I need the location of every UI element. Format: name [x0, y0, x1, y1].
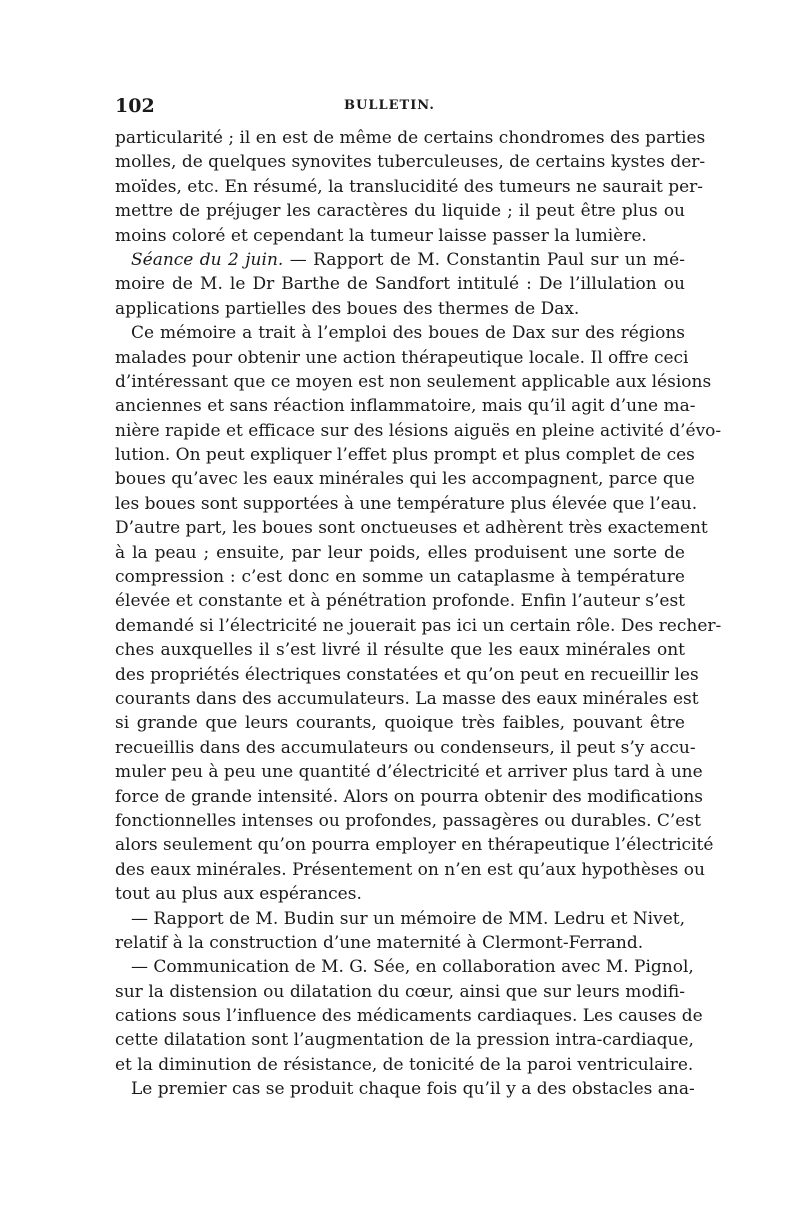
page-number: 102 — [115, 95, 155, 117]
text-line: nière rapide et efficace sur des lésions aiguës en pleine activité d’évo- — [115, 420, 722, 441]
text-line: cette dilatation sont l’augmentation de la pression intra-cardiaque, — [115, 1030, 694, 1051]
text-line: anciennes et sans réaction inflammatoire, mais qu’il agit d’une ma- — [115, 396, 696, 417]
text-line: alors seulement qu’on pourra employer en thérapeutique l’électricité — [115, 835, 714, 856]
running-head: BULLETIN. — [344, 98, 435, 113]
text-line: tout au plus aux espérances. — [115, 884, 362, 905]
text-line: si grande que leurs courants, quoique très faibles, pouvant être — [115, 713, 685, 734]
text-line: d’intéressant que ce moyen est non seulement applicable aux lésions — [115, 371, 712, 392]
seance-line: Séance du 2 juin. — Rapport de M. Constantin Paul sur un mé- — [131, 249, 685, 270]
text-line: force de grande intensité. Alors on pourra obtenir des modifications — [115, 786, 704, 807]
text-line: moire de M. le Dr Barthe de Sandfort intitulé : De l’illulation ou — [115, 274, 685, 295]
text-line: Le premier cas se produit chaque fois qu’il y a des obstacles ana- — [131, 1079, 695, 1100]
text-line: mettre de préjuger les caractères du liquide ; il peut être plus ou — [115, 201, 685, 222]
seance-date-label: Séance du 2 juin. — [131, 249, 284, 270]
text-line: des propriétés électriques constatées et qu’on peut en recueillir les — [115, 664, 699, 685]
text-line: ches auxquelles il s’est livré il résulte que les eaux minérales ont — [115, 640, 685, 661]
text-line: moins coloré et cependant la tumeur laisse passer la lumière. — [115, 225, 647, 246]
text-line: à la peau ; ensuite, par leur poids, elles produisent une sorte de — [115, 542, 685, 563]
text-line: lution. On peut expliquer l’effet plus prompt et plus complet de ces — [115, 445, 695, 466]
text-line: courants dans des accumulateurs. La masse des eaux minérales est — [115, 688, 699, 709]
text-line: boues qu’avec les eaux minérales qui les accompagnent, parce que — [115, 469, 695, 490]
text-line: relatif à la construction d’une maternité à Clermont-Ferrand. — [115, 932, 644, 953]
text-line: les boues sont supportées à une température plus élevée que l’eau. — [115, 493, 698, 514]
text-line: fonctionnelles intenses ou profondes, passagères ou durables. C’est — [115, 810, 701, 831]
text-line: cations sous l’influence des médicaments cardiaques. Les causes de — [115, 1006, 703, 1027]
text-line: recueillis dans des accumulateurs ou condenseurs, il peut s’y accu- — [115, 737, 696, 758]
body-text — [115, 126, 722, 1102]
text-line: malades pour obtenir une action thérapeutique locale. Il offre ceci — [115, 347, 689, 368]
text-line: et la diminution de résistance, de tonicité de la paroi ventriculaire. — [115, 1054, 694, 1075]
text-line: demandé si l’électricité ne jouerait pas ici un certain rôle. Des recher- — [115, 615, 722, 636]
text-line: moïdes, etc. En résumé, la translucidité des tumeurs ne saurait per- — [115, 176, 704, 197]
text-line: muler peu à peu une quantité d’électricité et arriver plus tard à une — [115, 762, 703, 783]
text-line: sur la distension ou dilatation du cœur, ainsi que sur leurs modifi- — [115, 981, 685, 1002]
text-line: élevée et constante et à pénétration profonde. Enfin l’auteur s’est — [115, 591, 685, 612]
text-line: particularité ; il en est de même de certains chondromes des parties — [115, 128, 706, 148]
text-line: molles, de quelques synovites tuberculeuses, de certains kystes der- — [115, 152, 706, 173]
text-line: applications partielles des boues des thermes de Dax. — [115, 298, 580, 319]
text-line: des eaux minérales. Présentement on n’en est qu’aux hypothèses ou — [115, 859, 705, 880]
text-line: — Rapport de M. Budin sur un mémoire de MM. Ledru et Nivet, — [131, 908, 686, 929]
text-line: compression : c’est donc en somme un cataplasme à température — [115, 567, 685, 588]
page-header — [115, 95, 685, 121]
text-line: — Communication de M. G. Sée, en collaboration avec M. Pignol, — [131, 957, 694, 978]
text-line: D’autre part, les boues sont onctueuses et adhèrent très exactement — [115, 518, 708, 539]
text-line: Ce mémoire a trait à l’emploi des boues de Dax sur des régions — [131, 323, 685, 344]
